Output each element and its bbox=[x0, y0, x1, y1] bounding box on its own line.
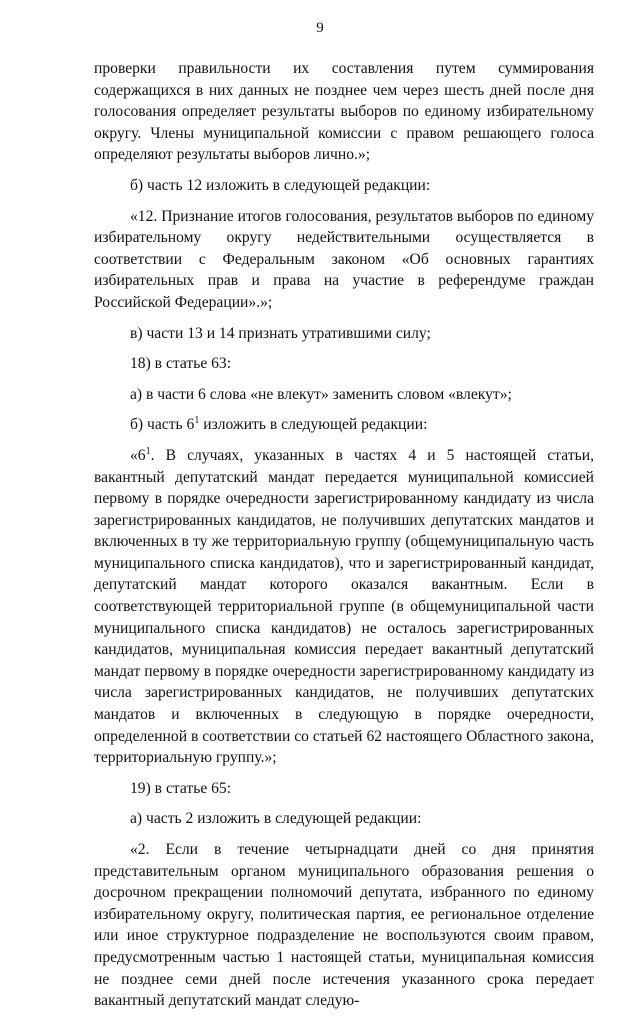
document-body bbox=[94, 58, 594, 1021]
paragraph-8 bbox=[94, 445, 594, 769]
paragraph-8-after: . В случаях, указанных в частях 4 и 5 настоящей статьи, вакантный депутатский мандат передается муниципальной комиссией первому в порядке очередности зарегистрированному кандидату из числа зарегистрированных кандидатов, не получивших депутатских мандатов и включенных в ту же территориальную группу (общемуниципальную часть муниципального списка кандидатов), что и зарегистрированный кандидат, депутатский мандат которого оказался вакантным. Если в соответствующей территориальной группе (в общемуниципальной части муниципального списка кандидатов) не осталось зарегистрированных кандидатов, муниципальная комиссия передает вакантный депутатский мандат первому в порядке очередности зарегистрированному кандидату из числа зарегистрированных кандидатов, не получивших депутатских мандатов и включенных в следующую в порядке очередности, определенной в соответствии со статьей 62 настоящего Областного закона, территориальную группу.»; bbox=[94, 446, 594, 767]
paragraph-2: б) часть 12 изложить в следующей редакции: bbox=[130, 176, 431, 194]
paragraph-9: 19) в статье 65: bbox=[130, 779, 232, 797]
paragraph-10: а) часть 2 изложить в следующей редакции: bbox=[130, 810, 422, 828]
paragraph-5: 18) в статье 63: bbox=[130, 355, 232, 373]
paragraph-7-before: б) часть 6 bbox=[130, 416, 195, 434]
paragraph-11: «2. Если в течение четырнадцати дней со дня принятия представительным органом муниципального образования решения о досрочном прекращении полномочий депутата, избранного по единому избирательному округу, политическая партия, ее региональное отделение или иное структурное подразделение не воспользуются своим правом, предусмотренным частью 1 настоящей статьи, муниципальная комиссия не позднее семи дней после истечения указанного срока передает вакантный депутатский мандат следую- bbox=[94, 841, 594, 1010]
page-number: 9 bbox=[316, 20, 324, 36]
paragraph-7-after: изложить в следующей редакции: bbox=[199, 416, 428, 434]
paragraph-6: а) в части 6 слова «не влекут» заменить словом «влекут»; bbox=[130, 385, 512, 403]
paragraph-8-superscript: 1 bbox=[145, 445, 151, 457]
paragraph-1: проверки правильности их составления путем суммирования содержащихся в них данных не позднее чем через шесть дней после дня голосования определяет результаты выборов по единому избирательному округу. Члены муниципальной комиссии с правом решающего голоса определяют результаты выборов лично.»; bbox=[94, 60, 594, 164]
paragraph-7 bbox=[94, 414, 594, 436]
paragraph-3: «12. Признание итогов голосования, результатов выборов по единому избирательному округу недействительными осуществляется в соответствии с Федеральным законом «Об основных гарантиях избирательных прав и права на участие в референдуме граждан Российской Федерации».»; bbox=[94, 207, 594, 311]
paragraph-8-before: «6 bbox=[130, 446, 146, 464]
paragraph-7-superscript: 1 bbox=[194, 415, 200, 427]
paragraph-4: в) части 13 и 14 признать утратившими силу; bbox=[130, 324, 431, 342]
